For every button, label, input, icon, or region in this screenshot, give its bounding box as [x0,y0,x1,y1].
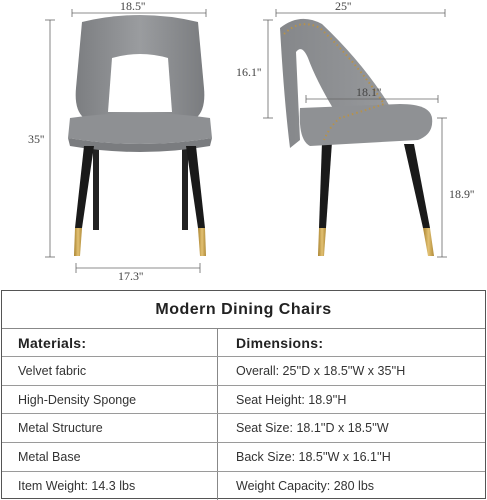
side-rear-gold-cap [318,228,326,256]
side-seat-height-label: 18.9'' [449,187,475,201]
side-front-leg [404,144,430,228]
material-cell: Velvet fabric [2,357,218,385]
weight-cell: Item Weight: 14.3 lbs [2,472,218,500]
front-chair [68,15,212,256]
side-depth-label: 25'' [335,0,352,13]
front-backrest-cutout [108,54,172,112]
dimension-cell: Back Size: 18.5''W x 16.1''H [236,449,391,464]
table-row [2,443,485,472]
side-back-height-label: 16.1'' [236,65,262,79]
front-gold-cap-left [74,228,82,256]
table-row [2,386,485,415]
front-leg-left [75,146,94,228]
front-leg-right [186,146,205,228]
table-row [2,472,485,500]
spec-table-header-row [2,329,485,357]
front-back-leg-left [93,146,99,230]
spec-table [1,290,486,499]
side-rear-leg [319,142,332,228]
dimension-cell: Overall: 25''D x 18.5''W x 35''H [236,363,406,378]
dimension-cell: Seat Height: 18.9''H [236,392,347,407]
front-gold-cap-right [198,228,206,256]
front-seat [68,113,212,144]
dimensions-header: Dimensions: [236,334,324,351]
material-cell: Metal Base [2,443,218,471]
side-chair [280,19,434,256]
material-cell: High-Density Sponge [2,386,218,414]
side-seat-depth-label: 18.1'' [356,85,382,99]
materials-header: Materials: [2,329,218,356]
dimension-cell: Seat Size: 18.1''D x 18.5''W [236,421,389,436]
material-cell: Metal Structure [2,414,218,442]
front-leg-span-label: 17.3'' [118,269,144,283]
front-back-leg-right [182,146,188,230]
side-front-gold-cap [423,228,434,256]
capacity-cell: Weight Capacity: 280 lbs [236,479,375,494]
table-row [2,414,485,443]
front-width-label: 18.5'' [120,0,146,13]
table-row [2,357,485,386]
front-height-label: 35'' [28,132,45,146]
spec-table-title: Modern Dining Chairs [2,291,485,329]
